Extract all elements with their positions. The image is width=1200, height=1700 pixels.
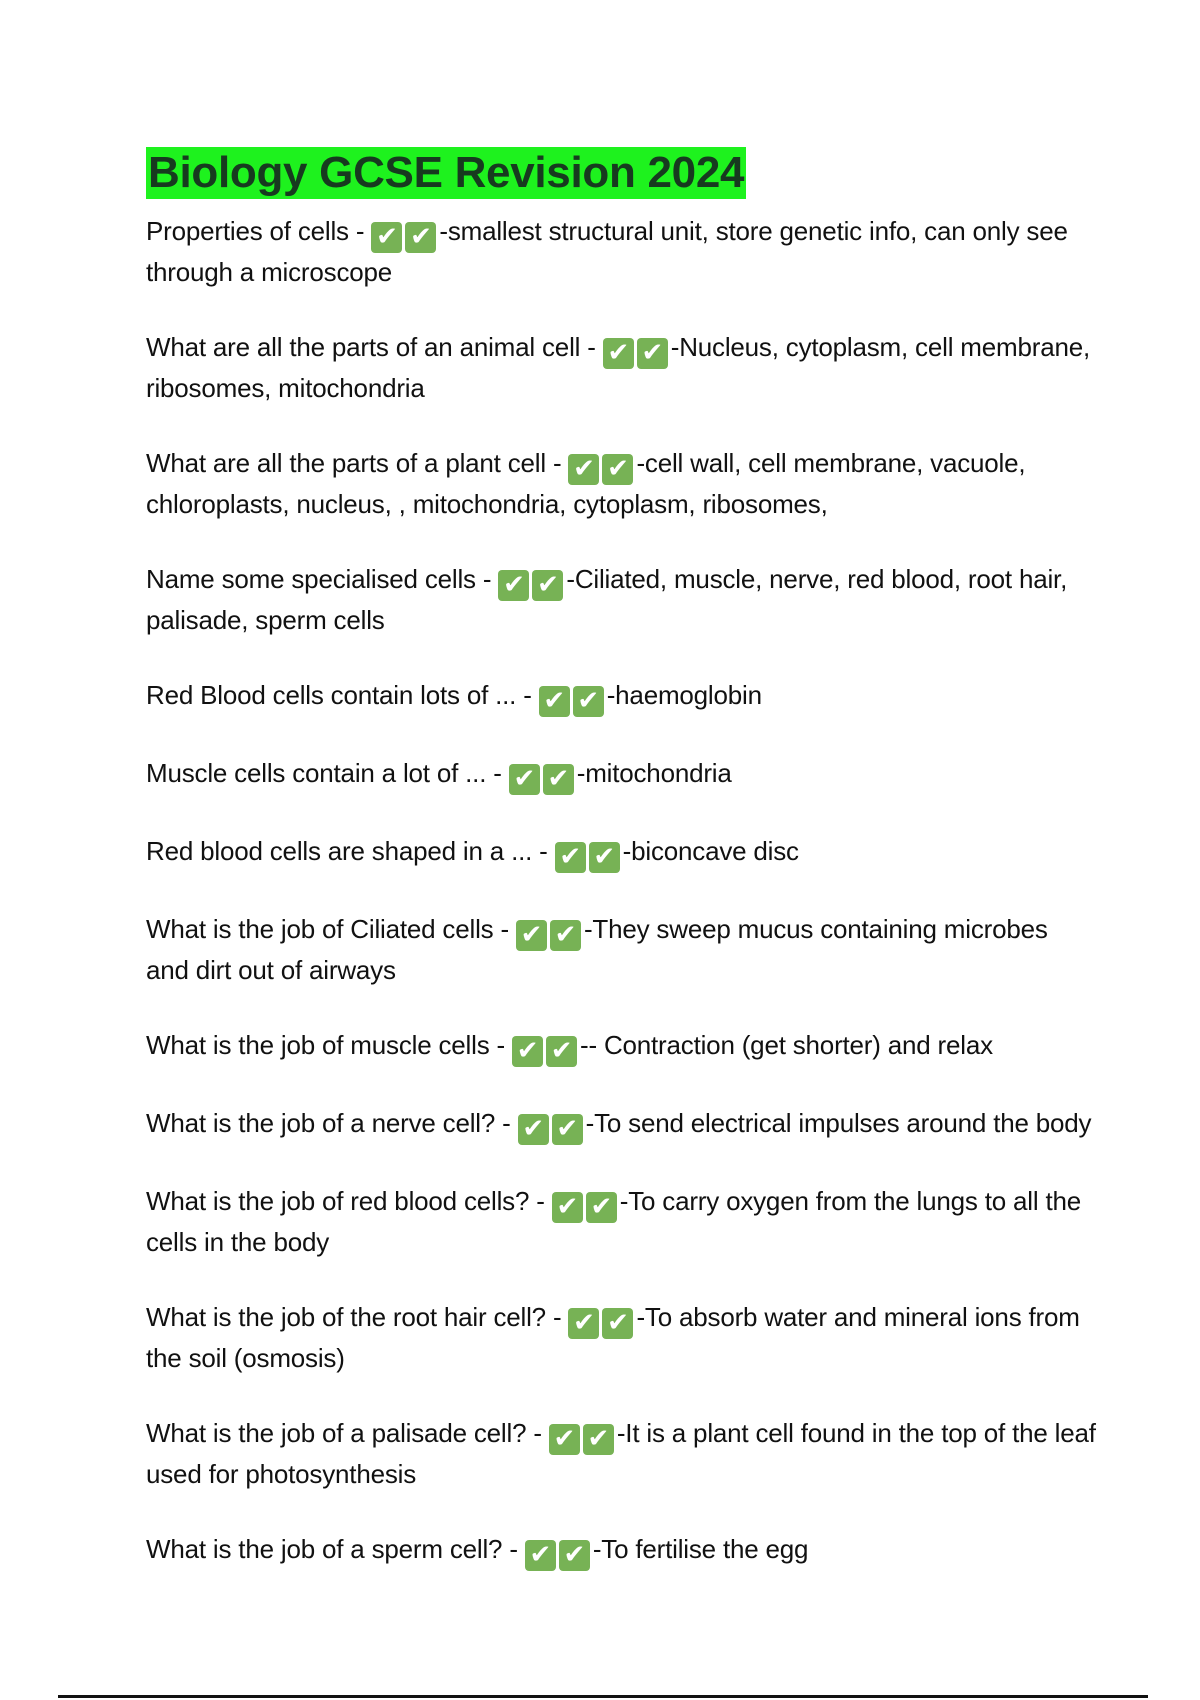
question-text: Red Blood cells contain lots of ... - bbox=[146, 680, 539, 710]
check-mark-icon: ✔ bbox=[568, 1308, 599, 1339]
answer-text: -haemoglobin bbox=[606, 680, 762, 710]
flashcard-item bbox=[146, 212, 1096, 291]
check-mark-icon: ✔ bbox=[589, 842, 620, 873]
check-mark-icon: ✔ bbox=[549, 1424, 580, 1455]
flashcard-list bbox=[146, 212, 1096, 1608]
question-text: What is the job of a palisade cell? - bbox=[146, 1418, 549, 1448]
answer-text: -It is a plant cell found in the top of the leaf used for photosynthesis bbox=[146, 1418, 1096, 1489]
answer-text: -They sweep mucus containing microbes and dirt out of airways bbox=[146, 914, 1048, 985]
answer-text: -smallest structural unit, store genetic info, can only see through a microscope bbox=[146, 216, 1068, 287]
check-mark-icon: ✔ bbox=[532, 570, 563, 601]
check-mark-icon: ✔ bbox=[543, 764, 574, 795]
check-mark-icon: ✔ bbox=[512, 1036, 543, 1067]
check-mark-icon: ✔ bbox=[498, 570, 529, 601]
check-mark-icon: ✔ bbox=[546, 1036, 577, 1067]
page-bottom-rule bbox=[58, 1695, 1148, 1698]
check-mark-icon: ✔ bbox=[552, 1114, 583, 1145]
question-text: Muscle cells contain a lot of ... - bbox=[146, 758, 509, 788]
check-marks bbox=[498, 564, 566, 600]
question-text: What is the job of a nerve cell? - bbox=[146, 1108, 518, 1138]
check-mark-icon: ✔ bbox=[555, 842, 586, 873]
answer-text: -To send electrical impulses around the body bbox=[585, 1108, 1092, 1138]
check-marks bbox=[568, 448, 636, 484]
answer-text: -To carry oxygen from the lungs to all the cells in the body bbox=[146, 1186, 1081, 1257]
check-mark-icon: ✔ bbox=[509, 764, 540, 795]
flashcard-item bbox=[146, 1104, 1096, 1145]
answer-text: -- Contraction (get shorter) and relax bbox=[580, 1030, 993, 1060]
check-marks bbox=[371, 216, 439, 252]
check-marks bbox=[516, 914, 584, 950]
question-text: What is the job of red blood cells? - bbox=[146, 1186, 552, 1216]
check-mark-icon: ✔ bbox=[583, 1424, 614, 1455]
answer-text: -biconcave disc bbox=[622, 836, 799, 866]
flashcard-item bbox=[146, 1026, 1096, 1067]
check-mark-icon: ✔ bbox=[559, 1540, 590, 1571]
check-marks bbox=[555, 836, 623, 872]
question-text: Properties of cells - bbox=[146, 216, 372, 246]
question-text: What is the job of a sperm cell? - bbox=[146, 1534, 525, 1564]
check-mark-icon: ✔ bbox=[518, 1114, 549, 1145]
check-mark-icon: ✔ bbox=[602, 1308, 633, 1339]
flashcard-item bbox=[146, 754, 1096, 795]
question-text: What is the job of muscle cells - bbox=[146, 1030, 512, 1060]
flashcard-item bbox=[146, 1530, 1096, 1571]
question-text: What are all the parts of a plant cell - bbox=[146, 448, 569, 478]
check-marks bbox=[568, 1302, 636, 1338]
check-mark-icon: ✔ bbox=[602, 454, 633, 485]
flashcard-item bbox=[146, 910, 1096, 989]
check-marks bbox=[603, 332, 671, 368]
check-mark-icon: ✔ bbox=[586, 1192, 617, 1223]
answer-text: -To fertilise the egg bbox=[592, 1534, 809, 1564]
check-marks bbox=[509, 758, 577, 794]
question-text: What is the job of the root hair cell? - bbox=[146, 1302, 569, 1332]
check-mark-icon: ✔ bbox=[405, 222, 436, 253]
check-marks bbox=[525, 1534, 593, 1570]
flashcard-item bbox=[146, 1414, 1096, 1493]
flashcard-item bbox=[146, 676, 1096, 717]
check-marks bbox=[518, 1108, 586, 1144]
question-text: Red blood cells are shaped in a ... - bbox=[146, 836, 555, 866]
answer-text: -mitochondria bbox=[576, 758, 732, 788]
flashcard-item bbox=[146, 560, 1096, 639]
check-mark-icon: ✔ bbox=[550, 920, 581, 951]
check-marks bbox=[512, 1030, 580, 1066]
document-title: Biology GCSE Revision 2024 bbox=[148, 148, 745, 197]
check-marks bbox=[552, 1186, 620, 1222]
flashcard-item bbox=[146, 1298, 1096, 1377]
check-mark-icon: ✔ bbox=[603, 338, 634, 369]
check-mark-icon: ✔ bbox=[371, 222, 402, 253]
answer-text: -Nucleus, cytoplasm, cell membrane, ribosomes, mitochondria bbox=[146, 332, 1090, 403]
answer-text: -cell wall, cell membrane, vacuole, chloroplasts, nucleus, , mitochondria, cytoplasm, ribosomes, bbox=[146, 448, 1026, 519]
flashcard-item bbox=[146, 832, 1096, 873]
question-text: What are all the parts of an animal cell - bbox=[146, 332, 603, 362]
flashcard-item bbox=[146, 1182, 1096, 1261]
check-mark-icon: ✔ bbox=[539, 686, 570, 717]
answer-text: -Ciliated, muscle, nerve, red blood, root hair, palisade, sperm cells bbox=[146, 564, 1068, 635]
flashcard-item bbox=[146, 328, 1096, 407]
check-mark-icon: ✔ bbox=[516, 920, 547, 951]
answer-text: -To absorb water and mineral ions from the soil (osmosis) bbox=[146, 1302, 1080, 1373]
check-mark-icon: ✔ bbox=[637, 338, 668, 369]
check-mark-icon: ✔ bbox=[568, 454, 599, 485]
check-mark-icon: ✔ bbox=[552, 1192, 583, 1223]
check-marks bbox=[539, 680, 607, 716]
flashcard-item bbox=[146, 444, 1096, 523]
check-marks bbox=[549, 1418, 617, 1454]
check-mark-icon: ✔ bbox=[573, 686, 604, 717]
question-text: What is the job of Ciliated cells - bbox=[146, 914, 516, 944]
question-text: Name some specialised cells - bbox=[146, 564, 499, 594]
check-mark-icon: ✔ bbox=[525, 1540, 556, 1571]
